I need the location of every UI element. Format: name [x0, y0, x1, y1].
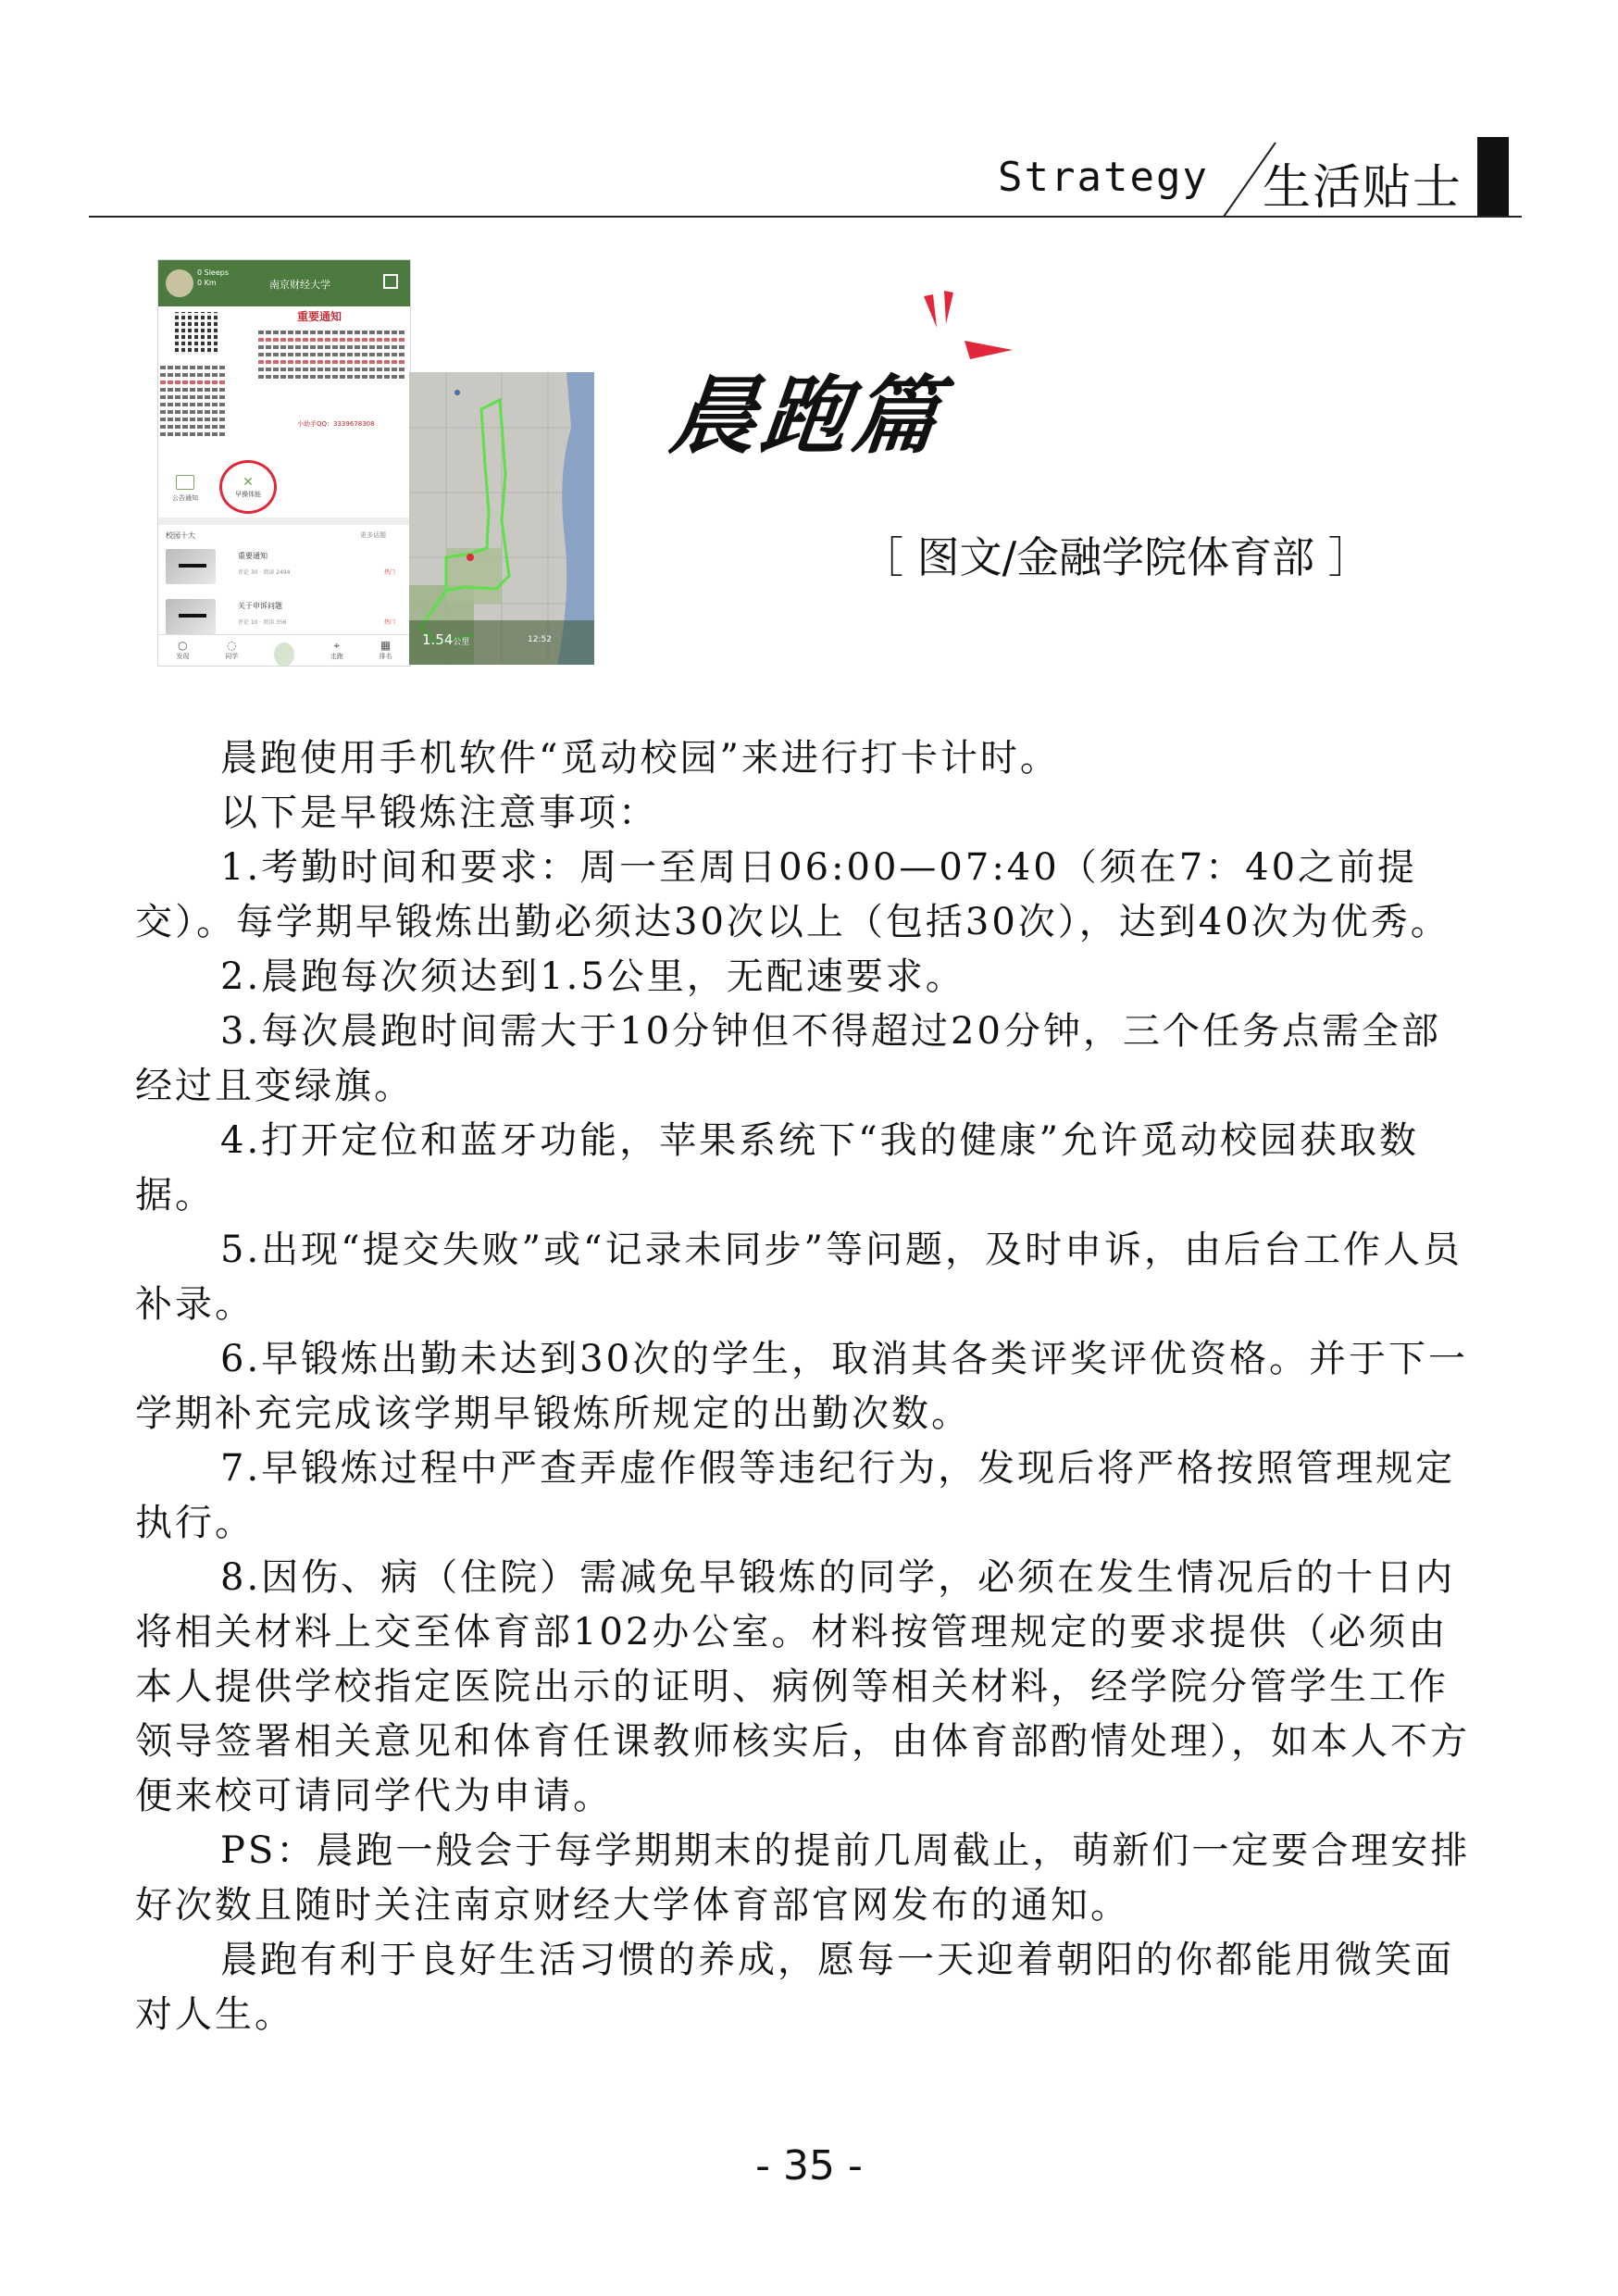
section-label: 校园十大 — [166, 531, 195, 540]
paragraph: PS：晨跑一般会于每学期期末的提前几周截止，萌新们一定要合理安排好次数且随时关注南京财经大学体育部官网发布的通知。 — [135, 1829, 1471, 1927]
paragraph: 2.晨跑每次须达到1.5公里，无配速要求。 — [220, 955, 965, 998]
paragraph: 8.因伤、病（住院）需减免早锻炼的同学，必须在发生情况后的十日内将相关材料上交至体育部102办公室。材料按管理规定的要求提供（必须由本人提供学校指定医院出示的证明、病例等相关材料，经学院分管学生工作领导签署相关意见和体育任课教师核实后，由体育部酌情处理），如本人不方便来校可请同学代为申请。 — [135, 1556, 1470, 1817]
paragraph: 晨跑使用手机软件“觅动校园”来进行打卡计时。 — [220, 737, 1060, 780]
header-bar — [1477, 137, 1509, 217]
time-readout: 12:52 — [528, 635, 552, 644]
route-map — [409, 372, 594, 665]
notice-side-text — [160, 362, 225, 473]
home-icon — [274, 643, 294, 667]
nav-run: ⌖ 走跑 — [330, 639, 343, 660]
paragraph: 3.每次晨跑时间需大于10分钟但不得超过20分钟，三个任务点需全部经过且变绿旗。 — [135, 1010, 1441, 1107]
paragraph: 4.打开定位和蓝牙功能，苹果系统下“我的健康”允许觅动校园获取数据。 — [135, 1119, 1420, 1217]
glasses-icon — [179, 614, 206, 623]
qr-code-overlay — [175, 312, 218, 355]
page-number: - 35 - — [755, 2142, 863, 2190]
bottom-nav — [158, 634, 410, 667]
scan-icon — [383, 274, 398, 289]
accent-marks — [916, 289, 1018, 372]
paragraph: 7.早锻炼过程中严查弄虚作假等违纪行为，发现后将严格按照管理规定执行。 — [135, 1447, 1456, 1544]
nav-home — [274, 635, 294, 667]
runner-icon: ✕ — [243, 475, 254, 490]
app-screenshot — [157, 259, 411, 667]
paragraph: 5.出现“提交失败”或“记录未同步”等问题，及时申诉，由后台工作人员补录。 — [135, 1229, 1462, 1326]
qq-contact: 小助手QQ：3339678308 — [297, 420, 375, 428]
notice-body — [258, 327, 406, 419]
more-topics-link: 更多话题 — [360, 531, 386, 539]
app-title: 南京财经大学 — [269, 279, 330, 291]
list-item: 重要通知 评论 30 · 阅读 2494 热门 — [164, 543, 404, 590]
paragraph: 以下是早锻炼注意事项： — [220, 792, 658, 834]
section-label-en: Strategy — [998, 154, 1209, 201]
announce-button: 公告通知 — [171, 475, 199, 512]
morning-exercise-button: ✕ 早操体能 — [225, 475, 271, 499]
avatar — [166, 269, 193, 297]
location-icon: ⌖ — [333, 639, 341, 652]
header-rule — [89, 216, 1522, 218]
nav-rank: ▦ 排名 — [379, 639, 392, 660]
paragraph: 晨跑有利于良好生活习惯的养成，愿每一天迎着朝阳的你都能用微笑面对人生。 — [135, 1939, 1454, 2036]
divider — [158, 518, 410, 525]
article-title: 晨跑篇 — [666, 366, 949, 466]
bag-icon — [176, 475, 194, 490]
paragraph: 1.考勤时间和要求：周一至周日06:00—07:40（须在7：40之前提交）。每学期早锻炼出勤必须达30次以上（包括30次），达到40次为优秀。 — [135, 846, 1450, 943]
section-label-cn: 生活贴士 — [1263, 160, 1463, 216]
chat-icon: ◌ — [226, 639, 237, 652]
nav-classmates: ◌ 同学 — [225, 639, 239, 660]
search-icon: ○ — [178, 639, 188, 652]
app-top-bar — [158, 260, 410, 306]
distance-readout: 1.54公里 — [422, 631, 470, 648]
notice-title: 重要通知 — [297, 310, 342, 323]
article-body — [135, 731, 1477, 2042]
route-map-screenshot — [409, 372, 594, 665]
ranking-icon: ▦ — [380, 639, 392, 652]
user-stats: 0 Sleeps 0 Km — [197, 268, 230, 287]
glasses-icon — [179, 564, 206, 573]
list-item: 关于申诉问题 评论 10 · 阅读 356 热门 — [164, 593, 404, 640]
credit-line: ［ 图文/金融学院体育部 ］ — [861, 532, 1371, 582]
paragraph: 6.早锻炼出勤未达到30次的学生，取消其各类评奖评优资格。并于下一学期补充完成该学期早锻炼所规定的出勤次数。 — [135, 1338, 1469, 1435]
nav-discover: ○ 发现 — [176, 639, 190, 660]
